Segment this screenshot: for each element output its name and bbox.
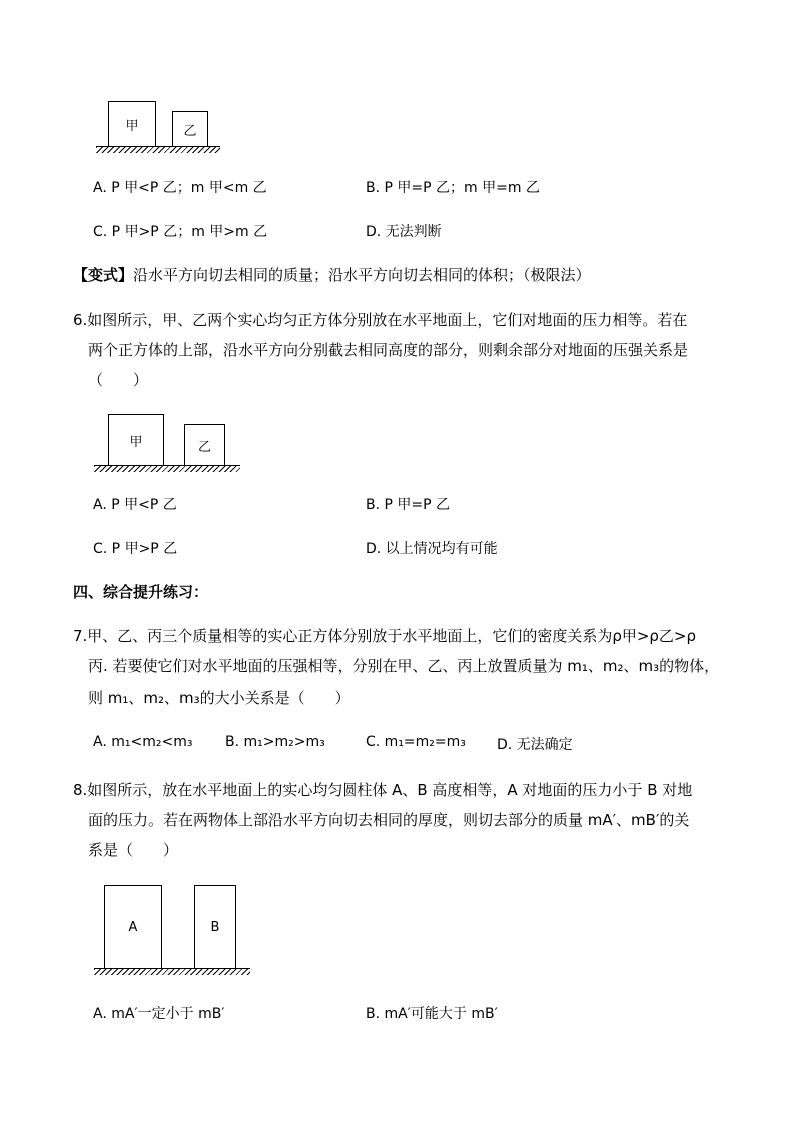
q5-option-d: D. 无法判断 bbox=[366, 224, 442, 240]
block-label: 甲 bbox=[125, 118, 139, 134]
variant-tag: 【变式】 bbox=[73, 266, 134, 284]
block-label: 甲 bbox=[129, 434, 143, 450]
ground-line bbox=[96, 146, 220, 153]
q7-option-d: D. 无法确定 bbox=[497, 737, 573, 753]
cylinder-a bbox=[104, 885, 162, 969]
q8-line-1: 8.如图所示，放在水平地面上的实心均匀圆柱体 A、B 高度相等，A 对地面的压力小于 B 对地 bbox=[73, 781, 693, 799]
variant-line bbox=[73, 261, 591, 289]
block-yi bbox=[172, 111, 208, 147]
q6-option-c: C. P 甲>P 乙 bbox=[93, 541, 178, 557]
q5-option-a: A. P 甲<P 乙；m 甲<m 乙 bbox=[93, 180, 267, 196]
q8-line-2: 面的压力。若在两物体上部沿水平方向切去相同的厚度，则切去部分的质量 mA′、mB′的关 bbox=[88, 811, 690, 829]
q6-option-b: B. P 甲=P 乙 bbox=[366, 497, 451, 513]
block-yi bbox=[184, 424, 225, 466]
section-title: 四、综合提升练习： bbox=[73, 583, 209, 601]
q7-option-a: A. m₁<m₂<m₃ bbox=[93, 734, 193, 750]
q7-line-1: 7.甲、乙、丙三个质量相等的实心正方体分别放于水平地面上，它们的密度关系为ρ甲>ρ乙>ρ bbox=[73, 627, 697, 645]
block-label: 乙 bbox=[183, 123, 197, 139]
ground-line bbox=[94, 465, 240, 472]
q6-line-2: 两个正方体的上部，沿水平方向分别截去相同高度的部分，则剩余部分对地面的压强关系是 bbox=[88, 341, 689, 359]
q7-option-b: B. m₁>m₂>m₃ bbox=[225, 734, 325, 750]
q6-option-a: A. P 甲<P 乙 bbox=[93, 497, 177, 513]
block-jia bbox=[108, 414, 164, 466]
q6-line-1: 6.如图所示，甲、乙两个实心均匀正方体分别放在水平地面上，它们对地面的压力相等。若在 bbox=[73, 311, 688, 329]
block-label: A bbox=[128, 919, 138, 935]
q8-option-b: B. mA′可能大于 mB′ bbox=[366, 1006, 498, 1022]
block-label: 乙 bbox=[197, 439, 211, 455]
cylinder-b bbox=[194, 885, 236, 969]
q7-line-3: 则 m₁、m₂、m₃的大小关系是（ ） bbox=[88, 689, 350, 707]
ground-line bbox=[94, 968, 250, 975]
block-jia bbox=[108, 101, 156, 147]
variant-text: 沿水平方向切去相同的质量；沿水平方向切去相同的体积；（极限法） bbox=[133, 266, 591, 284]
q7-line-2: 丙. 若要使它们对水平地面的压强相等，分别在甲、乙、丙上放置质量为 m₁、m₂、m₃的物体， bbox=[88, 657, 720, 675]
block-label: B bbox=[210, 919, 220, 935]
q5-option-c: C. P 甲>P 乙；m 甲>m 乙 bbox=[93, 224, 268, 240]
q8-option-a: A. mA′一定小于 mB′ bbox=[93, 1006, 225, 1022]
q5-option-b: B. P 甲=P 乙；m 甲=m 乙 bbox=[366, 180, 540, 196]
q8-line-3: 系是（ ） bbox=[88, 841, 179, 859]
q6-line-3: （ ） bbox=[88, 371, 149, 389]
q7-option-c: C. m₁=m₂=m₃ bbox=[366, 734, 466, 750]
q6-option-d: D. 以上情况均有可能 bbox=[366, 541, 498, 557]
